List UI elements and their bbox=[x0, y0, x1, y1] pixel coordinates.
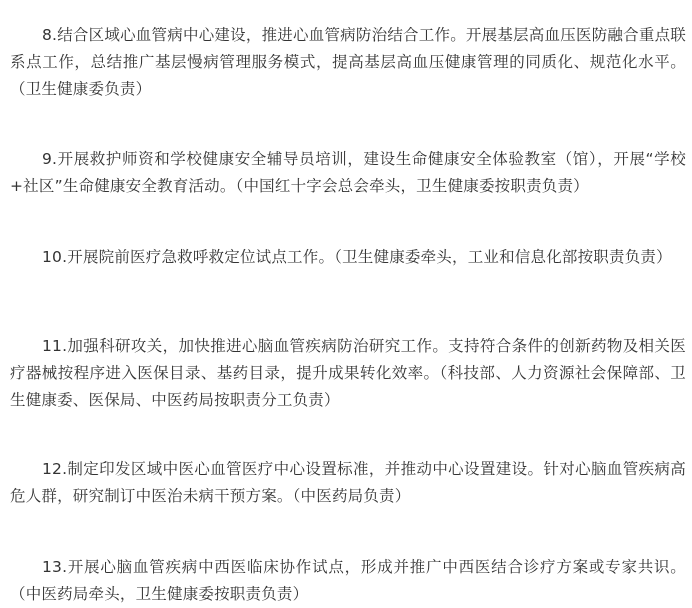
paragraph-item-11: 11.加强科研攻关，加快推进心脑血管疾病防治研究工作。支持符合条件的创新药物及相关医疗器械按程序进入医保目录、基药目录，提升成果转化效率。（科技部、人力资源社会保障部、卫生健康委、医保局、中医药局按职责分工负责） bbox=[10, 336, 686, 409]
paragraph-item-9: 9.开展救护师资和学校健康安全辅导员培训，建设生命健康安全体验教室（馆），开展“学校+社区”生命健康安全教育活动。（中国红十字会总会牵头，卫生健康委按职责负责） bbox=[10, 149, 686, 195]
paragraph-item-13: 13.开展心脑血管疾病中西医临床协作试点，形成并推广中西医结合诊疗方案或专家共识。（中医药局牵头，卫生健康委按职责负责） bbox=[10, 557, 686, 603]
paragraph-item-10: 10.开展院前医疗急救呼救定位试点工作。（卫生健康委牵头，工业和信息化部按职责负责） bbox=[42, 247, 672, 266]
paragraph-item-12: 12.制定印发区域中医心血管医疗中心设置标准，并推动中心设置建设。针对心脑血管疾病高危人群，研究制订中医治未病干预方案。（中医药局负责） bbox=[10, 459, 686, 505]
paragraph-item-8: 8.结合区域心血管病中心建设，推进心血管病防治结合工作。开展基层高血压医防融合重点联系点工作，总结推广基层慢病管理服务模式，提高基层高血压健康管理的同质化、规范化水平。（卫生健康委负责） bbox=[10, 25, 686, 98]
